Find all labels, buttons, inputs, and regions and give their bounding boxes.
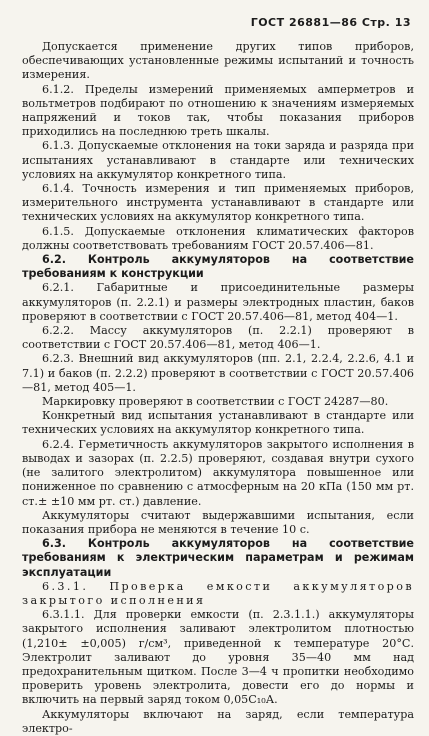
paragraph: 6.3.1.1. Для проверки емкости (п. 2.3.1.1.) аккумуляторы закрытого исполнения заливают электролитом плотностью (1,210± ±0,005) г/см³, приведенной к температуре 20°С. Электролит заливают до уровня 35—40 мм над предохранительным щитком. После 3—4 ч пропитки необходимо проверить уровень электролита, довести его до нормы и включить на первый заряд током 0,05C₁₀А. bbox=[22, 608, 414, 707]
paragraph: 6.1.2. Пределы измерений применяемых амперметров и вольтметров подбирают по отношению к значениям измеряемых напряжений и токов так, чтобы показания приборов приходились на последнюю треть шкалы. bbox=[22, 82, 414, 139]
paragraph: Допускается применение других типов приборов, обеспечивающих установленные режимы испытаний и точность измерения. bbox=[22, 40, 414, 82]
paragraph: 6.2.3. Внешний вид аккумуляторов (пп. 2.1, 2.2.4, 2.2.6, 4.1 и 7.1) и баков (п. 2.2.2) проверяют в соответствии с ГОСТ 20.57.406—81, метод 405—1. bbox=[22, 352, 414, 394]
paragraph: Аккумуляторы включают на заряд, если температура электро- bbox=[22, 707, 414, 735]
paragraph: Аккумуляторы считают выдержавшими испытания, если показания прибора не меняются в течение 10 с. bbox=[22, 508, 414, 536]
section-heading: 6.2. Контроль аккумуляторов на соответствие требованиям к конструкции bbox=[22, 253, 414, 281]
page-header: ГОСТ 26881—86 Стр. 13 bbox=[250, 16, 411, 29]
paragraph: 6.1.4. Точность измерения и тип применяемых приборов, измерительного инструмента устанавливают в стандарте или технических условиях на аккумулятор конкретного типа. bbox=[22, 182, 414, 224]
paragraph: 6.1.5. Допускаемые отклонения климатических факторов должны соответствовать требованиям ГОСТ 20.57.406—81. bbox=[22, 224, 414, 252]
document-body bbox=[22, 40, 414, 736]
paragraph: Конкретный вид испытания устанавливают в стандарте или технических условиях на аккумулятор конкретного типа. bbox=[22, 409, 414, 437]
paragraph: 6.2.4. Герметичность аккумуляторов закрытого исполнения в выводах и зазорах (п. 2.2.5) проверяют, создавая внутри сухого (не залитого электролитом) аккумулятора повышенное или пониженное по сравнению с атмосферным на 20 кПа (150 мм рт. ст.± ±10 мм рт. ст.) давление. bbox=[22, 437, 414, 508]
section-heading: 6.3. Контроль аккумуляторов на соответствие требованиям к электрическим параметрам и режимам эксплуатации bbox=[22, 537, 414, 579]
paragraph: 6.2.2. Массу аккумуляторов (п. 2.2.1) проверяют в соответствии с ГОСТ 20.57.406—81, метод 406—1. bbox=[22, 324, 414, 352]
paragraph: 6.1.3. Допускаемые отклонения на токи заряда и разряда при испытаниях устанавливают в стандарте или технических условиях на аккумулятор конкретного типа. bbox=[22, 139, 414, 181]
paragraph: Маркировку проверяют в соответствии с ГОСТ 24287—80. bbox=[42, 395, 389, 409]
paragraph: 6.3.1. Проверка емкости аккумуляторов закрытого исполнения bbox=[22, 579, 414, 607]
paragraph: 6.2.1. Габаритные и присоединительные размеры аккумуляторов (п. 2.2.1) и размеры электродных пластин, баков проверяют в соответствии с ГОСТ 20.57.406—81, метод 404—1. bbox=[22, 281, 414, 323]
